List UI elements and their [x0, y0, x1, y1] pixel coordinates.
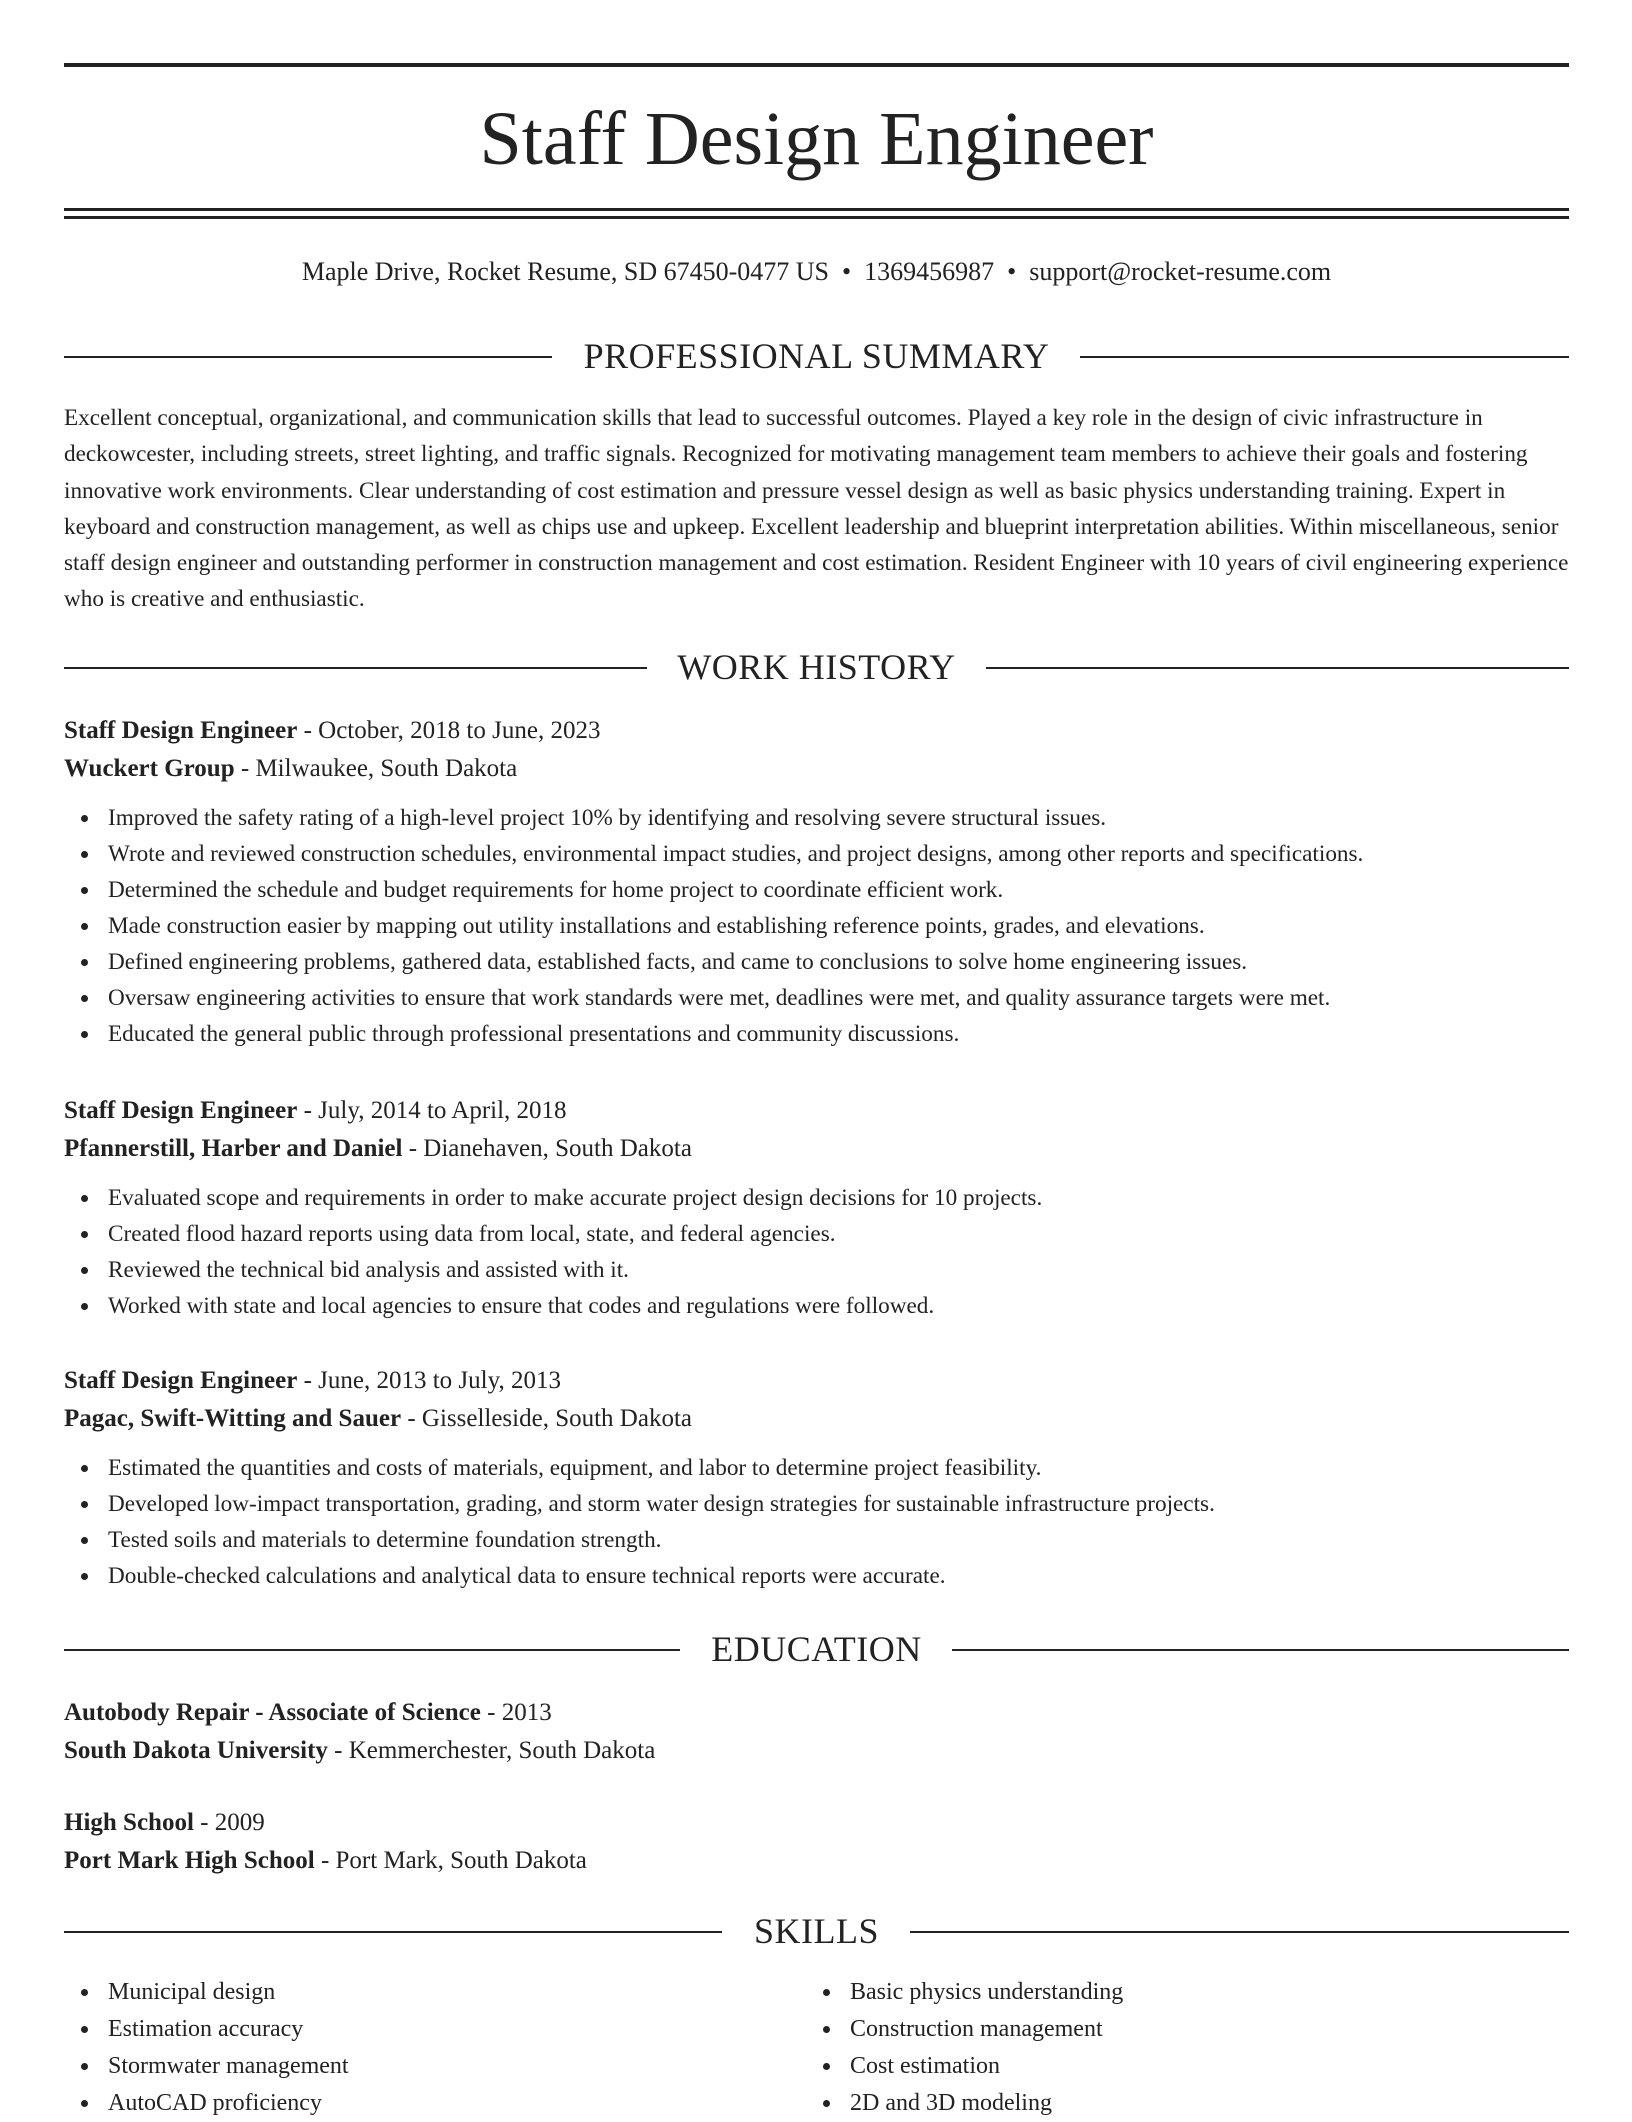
- education-heading: [64, 1627, 1569, 1671]
- skills-heading-text: SKILLS: [753, 1911, 879, 1951]
- job-dates: - June, 2013 to July, 2013: [297, 1367, 561, 1394]
- list-item: Double-checked calculations and analytical data to ensure technical reports were accurate.: [64, 1558, 1569, 1594]
- skills-column-right: [806, 1974, 1123, 2122]
- list-item: Improved the safety rating of a high-level project 10% by identifying and resolving severe structural issues.: [64, 800, 1569, 836]
- skill-item: Stormwater management: [64, 2048, 349, 2085]
- list-item: Tested soils and materials to determine foundation strength.: [64, 1522, 1569, 1558]
- skill-item: AutoCAD proficiency: [64, 2085, 349, 2122]
- job-bullets: [64, 800, 1569, 1052]
- education-entry: [64, 1694, 1569, 1770]
- list-item: Educated the general public through professional presentations and community discussions.: [64, 1016, 1569, 1052]
- education-heading-text: EDUCATION: [711, 1629, 922, 1669]
- company-location: - Milwaukee, South Dakota: [234, 755, 518, 782]
- list-item: Defined engineering problems, gathered data, established facts, and came to conclusions to solve home engineering issues.: [64, 944, 1569, 980]
- title-rule-lower: [64, 216, 1569, 219]
- skill-item: Construction management: [806, 2011, 1123, 2048]
- job-entry: [64, 1362, 1569, 1594]
- job-title: Staff Design Engineer: [64, 1097, 298, 1124]
- job-dates: - July, 2014 to April, 2018: [297, 1097, 567, 1124]
- skill-item: Estimation accuracy: [64, 2011, 349, 2048]
- school-name: South Dakota University: [64, 1737, 328, 1764]
- list-item: Estimated the quantities and costs of materials, equipment, and labor to determine project feasibility.: [64, 1450, 1569, 1486]
- top-rule: [64, 63, 1569, 67]
- work-history-heading: [64, 645, 1569, 689]
- job-entry: [64, 1092, 1569, 1324]
- skill-item: Basic physics understanding: [806, 1974, 1123, 2011]
- work-history-heading-text: WORK HISTORY: [677, 647, 956, 687]
- skill-item: Cost estimation: [806, 2048, 1123, 2085]
- job-bullets: [64, 1180, 1569, 1324]
- contact-separator: •: [842, 257, 852, 286]
- list-item: Worked with state and local agencies to ensure that codes and regulations were followed.: [64, 1288, 1569, 1324]
- list-item: Reviewed the technical bid analysis and assisted with it.: [64, 1252, 1569, 1288]
- skills-heading: [64, 1909, 1569, 1953]
- job-dates: - October, 2018 to June, 2023: [297, 717, 601, 744]
- skill-item: 2D and 3D modeling: [806, 2085, 1123, 2122]
- school-name: Port Mark High School: [64, 1847, 315, 1874]
- summary-heading-text: PROFESSIONAL SUMMARY: [583, 336, 1050, 376]
- school-location: - Port Mark, South Dakota: [314, 1847, 587, 1874]
- degree-year: - 2009: [193, 1809, 265, 1836]
- summary-heading: [64, 334, 1569, 378]
- title-rule-upper: [64, 208, 1569, 211]
- job-title: Staff Design Engineer: [64, 1367, 298, 1394]
- contact-line: [64, 254, 1569, 290]
- list-item: Determined the schedule and budget requirements for home project to coordinate efficient work.: [64, 872, 1569, 908]
- degree-name: High School: [64, 1809, 194, 1836]
- education-entry: [64, 1804, 1569, 1880]
- company-name: Pagac, Swift-Witting and Sauer: [64, 1405, 402, 1432]
- school-location: - Kemmerchester, South Dakota: [327, 1737, 656, 1764]
- company-location: - Gisselleside, South Dakota: [401, 1405, 692, 1432]
- contact-separator: •: [1007, 257, 1017, 286]
- job-title: Staff Design Engineer: [64, 717, 298, 744]
- skill-item: Municipal design: [64, 1974, 349, 2011]
- list-item: Created flood hazard reports using data from local, state, and federal agencies.: [64, 1216, 1569, 1252]
- contact-address: Maple Drive, Rocket Resume, SD 67450-0477 US: [301, 257, 830, 286]
- page-title: Staff Design Engineer: [479, 97, 1154, 181]
- list-item: Made construction easier by mapping out utility installations and establishing reference points, grades, and elevations.: [64, 908, 1569, 944]
- list-item: Evaluated scope and requirements in order to make accurate project design decisions for 10 projects.: [64, 1180, 1569, 1216]
- degree-name: Autobody Repair - Associate of Science: [64, 1699, 481, 1726]
- list-item: Developed low-impact transportation, grading, and storm water design strategies for sustainable infrastructure projects.: [64, 1486, 1569, 1522]
- contact-email: support@rocket-resume.com: [1029, 257, 1332, 286]
- list-item: Wrote and reviewed construction schedules, environmental impact studies, and project designs, among other reports and specifications.: [64, 836, 1569, 872]
- contact-phone: 1369456987: [864, 257, 995, 286]
- degree-year: - 2013: [480, 1699, 552, 1726]
- job-bullets: [64, 1450, 1569, 1594]
- job-entry: [64, 712, 1569, 1052]
- company-location: - Dianehaven, South Dakota: [402, 1135, 692, 1162]
- list-item: Oversaw engineering activities to ensure that work standards were met, deadlines were met, and quality assurance targets were met.: [64, 980, 1569, 1016]
- summary-text: Excellent conceptual, organizational, and communication skills that lead to successful outcomes. Played a key role in the design of civic infrastructure in deckowcester, including streets, street lighting, and traffic signals. Recognized for motivating management team members to achieve their goals and fostering innovative work environments. Clear understanding of cost estimation and pressure vessel design as well as basic physics understanding training. Expert in keyboard and construction management, as well as chips use and upkeep. Excellent leadership and blueprint interpretation abilities. Within miscellaneous, senior staff design engineer and outstanding performer in construction management and cost estimation. Resident Engineer with 10 years of civil engineering experience who is creative and enthusiastic.: [64, 405, 1569, 613]
- company-name: Pfannerstill, Harber and Daniel: [64, 1135, 403, 1162]
- skills-column-left: [64, 1974, 349, 2122]
- company-name: Wuckert Group: [64, 755, 235, 782]
